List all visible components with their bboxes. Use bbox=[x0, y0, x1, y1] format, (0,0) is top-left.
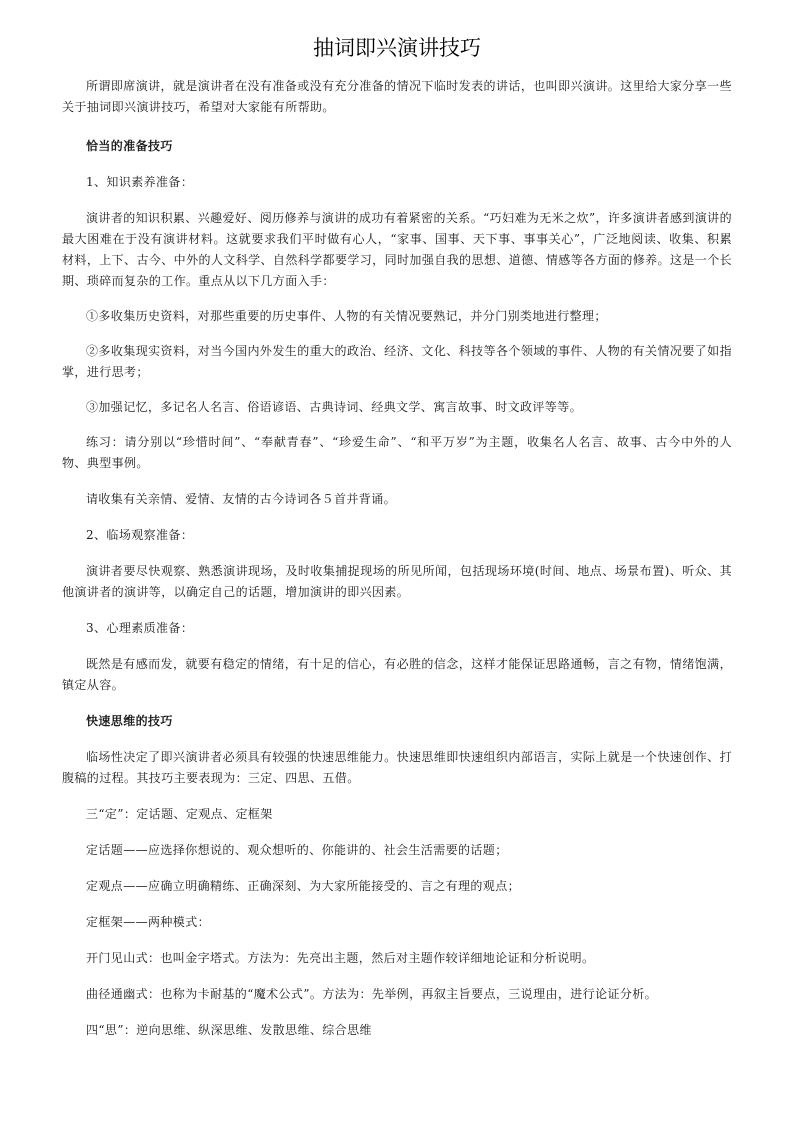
paragraph-define-topic: 定话题——应选择你想说的、观众想听的、你能讲的、社会生活需要的话题； bbox=[86, 843, 508, 857]
list-item-memory: ③加强记忆，多记名人名言、俗语谚语、古典诗词、经典文学、寓言故事、时文政评等等。 bbox=[86, 400, 583, 414]
subheading-knowledge: 1、知识素养准备： bbox=[86, 175, 194, 189]
list-item-history: ①多收集历史资料，对那些重要的历史事件、人物的有关情况要熟记，并分门别类地进行整理； bbox=[86, 309, 607, 323]
list-item-reality: ②多收集现实资料，对当今国内外发生的重大的政治、经济、文化、科技等各个领域的事件、人物的有关情况要了如指掌，进行思考； bbox=[62, 344, 732, 379]
paragraph-indirect-style: 曲径通幽式：也称为卡耐基的“魔术公式”。方法为：先举例，再叙主旨要点，三说理由，进行论证分析。 bbox=[86, 987, 658, 1001]
paragraph-knowledge: 演讲者的知识积累、兴趣爱好、阅历修养与演讲的成功有着紧密的关系。“巧妇难为无米之炊”，许多演讲者感到演讲的最大困难在于没有演讲材料。这就要求我们平时做有心人，“家事、国事、天下事、事事关心”，广泛地阅读、收集、积累材料，上下、古今、中外的人文科学、自然科学都要学习，同时加强自我的思想、道德、情感等各方面的修养。这是一个长期、琐碎而复杂的工作。重点从以下几方面入手： bbox=[62, 211, 732, 288]
paragraph-thinking: 临场性决定了即兴演讲者必须具有较强的快速思维能力。快速思维即快速组织内部语言，实际上就是一个快速创作、打腹稿的过程。其技巧主要表现为：三定、四思、五借。 bbox=[62, 750, 732, 785]
paragraph-define-viewpoint: 定观点——应确立明确精练、正确深刻、为大家所能接受的、言之有理的观点； bbox=[86, 879, 521, 893]
subheading-psychology: 3、心理素质准备： bbox=[86, 621, 194, 635]
paragraph-define-framework: 定框架——两种模式： bbox=[86, 915, 211, 929]
subheading-observation: 2、临场观察准备： bbox=[86, 528, 194, 542]
section-heading-thinking: 快速思维的技巧 bbox=[86, 714, 173, 728]
document-body bbox=[62, 76, 732, 1041]
section-heading-preparation: 恰当的准备技巧 bbox=[86, 139, 173, 153]
paragraph-observation: 演讲者要尽快观察、熟悉演讲现场，及时收集捕捉现场的所见所闻，包括现场环境(时间、地点、场景布置)、听众、其他演讲者的演讲等，以确定自己的话题，增加演讲的即兴因素。 bbox=[62, 564, 732, 599]
paragraph-three-determinations: 三“定”：定话题、定观点、定框架 bbox=[86, 807, 273, 821]
paragraph-poems: 请收集有关亲情、爱情、友情的古今诗词各５首并背诵。 bbox=[86, 492, 397, 506]
paragraph-psychology: 既然是有感而发，就要有稳定的情绪，有十足的信心，有必胜的信念，这样才能保证思路通畅，言之有物，情绪饱满，镇定从容。 bbox=[62, 657, 732, 692]
paragraph-four-thinkings: 四“思”：逆向思维、纵深思维、发散思维、综合思维 bbox=[86, 1023, 372, 1037]
intro-paragraph: 所谓即席演讲，就是演讲者在没有准备或没有充分准备的情况下临时发表的讲话，也叫即兴演讲。这里给大家分享一些关于抽词即兴演讲技巧，希望对大家能有所帮助。 bbox=[62, 79, 732, 114]
paragraph-exercise: 练习：请分别以“珍惜时间”、“奉献青春”、“珍爱生命”、“和平万岁”为主题，收集名人名言、故事、古今中外的人物、典型事例。 bbox=[62, 435, 732, 470]
page-title: 抽词即兴演讲技巧 bbox=[313, 36, 481, 60]
paragraph-direct-style: 开门见山式：也叫金字塔式。方法为：先亮出主题，然后对主题作较详细地论证和分析说明。 bbox=[86, 951, 595, 965]
